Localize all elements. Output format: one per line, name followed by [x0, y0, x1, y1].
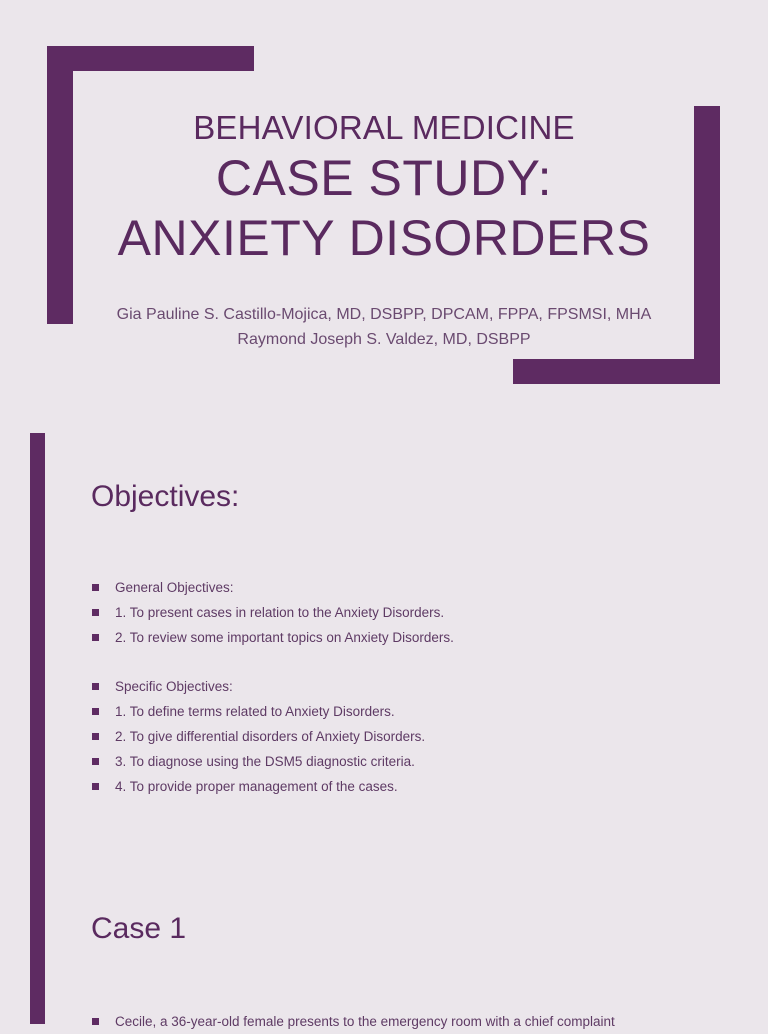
case-bullet-list	[91, 1009, 615, 1034]
authors	[74, 302, 694, 352]
list-item: Cecile, a 36-year-old female presents to the emergency room with a chief complaint	[91, 1009, 615, 1034]
list-item: 4. To provide proper management of the cases.	[91, 774, 425, 799]
list-item: 1. To present cases in relation to the Anxiety Disorders.	[91, 600, 454, 625]
specific-objectives-list	[91, 674, 425, 799]
case-heading: Case 1	[91, 912, 187, 945]
frame-bar-bottom-right-vertical	[694, 106, 720, 384]
author-2: Raymond Joseph S. Valdez, MD, DSBPP	[237, 331, 531, 348]
title-line-1: CASE STUDY:	[215, 150, 553, 206]
frame-bar-bottom-right-horizontal	[513, 359, 720, 384]
frame-bar-top-left-horizontal	[47, 46, 254, 71]
list-item: Specific Objectives:	[91, 674, 425, 699]
objectives-heading: Objectives:	[91, 480, 240, 513]
list-item: 1. To define terms related to Anxiety Disorders.	[91, 699, 425, 724]
general-objectives-list	[91, 575, 454, 650]
slide-accent-bar	[30, 433, 45, 1024]
frame-bar-top-left-vertical	[47, 46, 73, 324]
title-line-2: ANXIETY DISORDERS	[117, 210, 651, 266]
author-1: Gia Pauline S. Castillo-Mojica, MD, DSBPP, DPCAM, FPPA, FPSMSI, MHA	[116, 306, 652, 323]
title-subtitle: BEHAVIORAL MEDICINE	[193, 109, 575, 146]
title-block	[74, 108, 694, 268]
list-item: 3. To diagnose using the DSM5 diagnostic criteria.	[91, 749, 425, 774]
list-item: General Objectives:	[91, 575, 454, 600]
list-item: 2. To review some important topics on Anxiety Disorders.	[91, 625, 454, 650]
list-item: 2. To give differential disorders of Anxiety Disorders.	[91, 724, 425, 749]
